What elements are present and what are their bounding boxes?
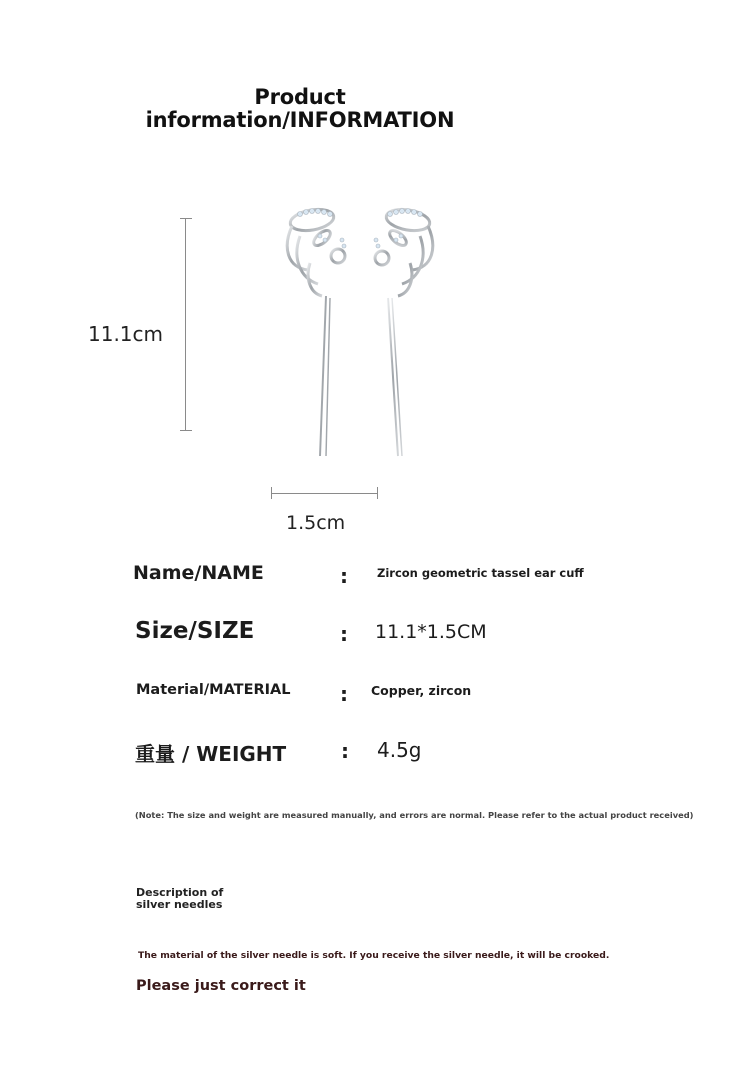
spec-name-value: Zircon geometric tassel ear cuff: [377, 566, 584, 580]
silver-needle-description: The material of the silver needle is soft. If you receive the silver needle, it will be crooked.: [138, 950, 610, 961]
spec-size-value: 11.1*1.5CM: [375, 621, 487, 643]
width-dimension-cap-left: [271, 487, 272, 499]
title-line-1: Product: [254, 85, 346, 109]
spec-name-label: Name/NAME: [133, 562, 264, 584]
spec-weight-label: 重量 / WEIGHT: [135, 742, 287, 766]
spec-size-label: Size/SIZE: [135, 618, 255, 644]
silver-needle-heading-line-1: Description of: [136, 886, 224, 899]
height-dimension-cap-top: [180, 218, 192, 219]
height-dimension-line: [185, 219, 186, 431]
spec-weight-value: 4.5g: [377, 738, 422, 762]
spec-material-value: Copper, zircon: [371, 683, 472, 698]
spec-material-label: Material/MATERIAL: [136, 682, 291, 698]
width-dimension-label: 1.5cm: [286, 512, 346, 534]
right-ear-cuff: [375, 206, 433, 456]
spec-name-colon: :: [340, 564, 348, 588]
width-dimension-cap-right: [377, 487, 378, 499]
height-dimension-label: 11.1cm: [88, 322, 164, 346]
left-ear-cuff: [287, 206, 345, 456]
spec-weight-colon: :: [341, 739, 349, 763]
silver-needle-instruction: Please just correct it: [136, 978, 306, 994]
spec-size-colon: :: [340, 622, 348, 646]
title-line-2: information/INFORMATION: [145, 108, 455, 132]
page-title: [145, 86, 455, 132]
silver-needle-heading: [136, 887, 256, 911]
silver-needle-heading-line-2: silver needles: [136, 898, 223, 911]
spec-material-colon: :: [340, 682, 348, 706]
measurement-note: (Note: The size and weight are measured manually, and errors are normal. Please refer to the actual product received): [135, 810, 694, 820]
height-dimension-cap-bottom: [180, 430, 192, 431]
product-image: [270, 198, 450, 468]
width-dimension-line: [271, 493, 377, 494]
